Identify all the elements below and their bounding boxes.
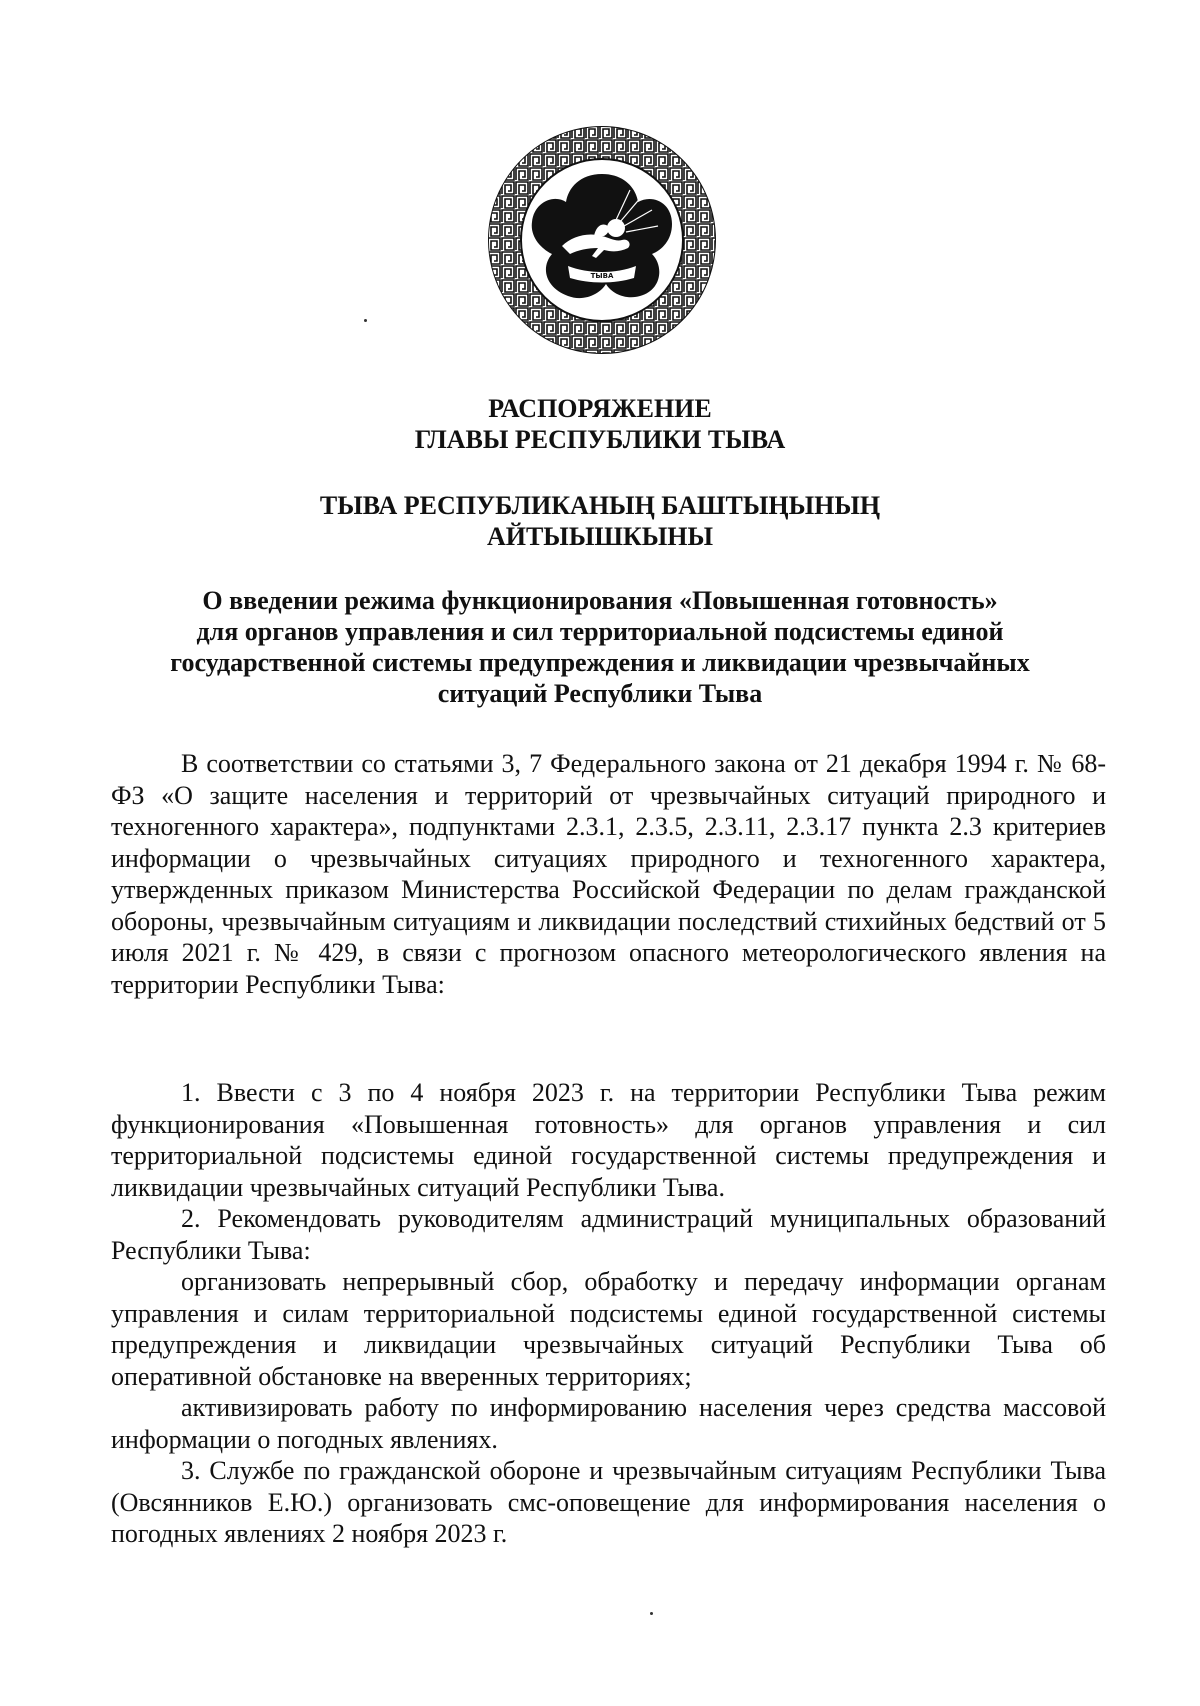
item-2-sub-1-paragraph: организовать непрерывный сбор, обработку и передачу информации органам управления и силам территориальной подсистемы единой государственной системы предупреждения и ликвидации чрезвычайных ситуаций Республики Тыва об оперативной обстановке на вверенных территориях; — [111, 1267, 1106, 1391]
tuvan-title-line-2: АЙТЫЫШКЫНЫ — [486, 522, 714, 551]
subject-line-1: О введении режима функционирования «Повышенная готовность» — [202, 586, 998, 615]
directives-section — [111, 1077, 1106, 1550]
scan-speck — [364, 319, 367, 322]
document-title — [110, 393, 1090, 455]
subject-line-2: для органов управления и сил территориальной подсистемы единой — [196, 617, 1004, 646]
subject-line-3: государственной системы предупреждения и ликвидации чрезвычайных — [170, 648, 1030, 677]
scan-speck — [650, 1612, 653, 1615]
emblem-text: ТЫВА — [590, 272, 614, 280]
item-2-sub-2-paragraph: активизировать работу по информированию населения через средства массовой информации о погодных явлениях. — [111, 1393, 1106, 1454]
item-2-paragraph: 2. Рекомендовать руководителям администраций муниципальных образований Республики Тыва: — [111, 1204, 1106, 1265]
title-line-2: ГЛАВЫ РЕСПУБЛИКИ ТЫВА — [414, 425, 786, 454]
document-title-tuvan — [110, 490, 1090, 552]
item-3-paragraph: 3. Службе по гражданской обороне и чрезвычайным ситуациям Республики Тыва (Овсянников Е.Ю.) организовать смс-оповещение для информирования населения о погодных явлениях 2 ноября 2023 г. — [111, 1456, 1106, 1548]
item-1-paragraph: 1. Ввести с 3 по 4 ноября 2023 г. на территории Республики Тыва режим функционирования «Повышенная готовность» для органов управления и сил территориальной подсистемы единой государственной системы предупреждения и ликвидации чрезвычайных ситуаций Республики Тыва. — [111, 1078, 1106, 1202]
tuvan-title-line-1: ТЫВА РЕСПУБЛИКАНЫҢ БАШТЫҢЫНЫҢ — [319, 491, 881, 520]
document-subject — [110, 585, 1090, 709]
subject-line-4: ситуаций Республики Тыва — [437, 679, 763, 708]
tuva-emblem-icon — [487, 125, 717, 355]
title-line-1: РАСПОРЯЖЕНИЕ — [488, 394, 712, 423]
preamble-paragraph: В соответствии со статьями 3, 7 Федерального закона от 21 декабря 1994 г. № 68-ФЗ «О защите населения и территорий от чрезвычайных ситуаций природного и техногенного характера», подпунктами 2.3.1, 2.3.5, 2.3.11, 2.3.17 пункта 2.3 критериев информации о чрезвычайных ситуациях природного и техногенного характера, утвержденных приказом Министерства Российской Федерации по делам гражданской обороны, чрезвычайным ситуациям и ликвидации последствий стихийных бедствий от 5 июля 2021 г. № 429, в связи с прогнозом опасного метеорологического явления на территории Республики Тыва: — [111, 749, 1106, 999]
preamble-section — [111, 748, 1106, 1000]
